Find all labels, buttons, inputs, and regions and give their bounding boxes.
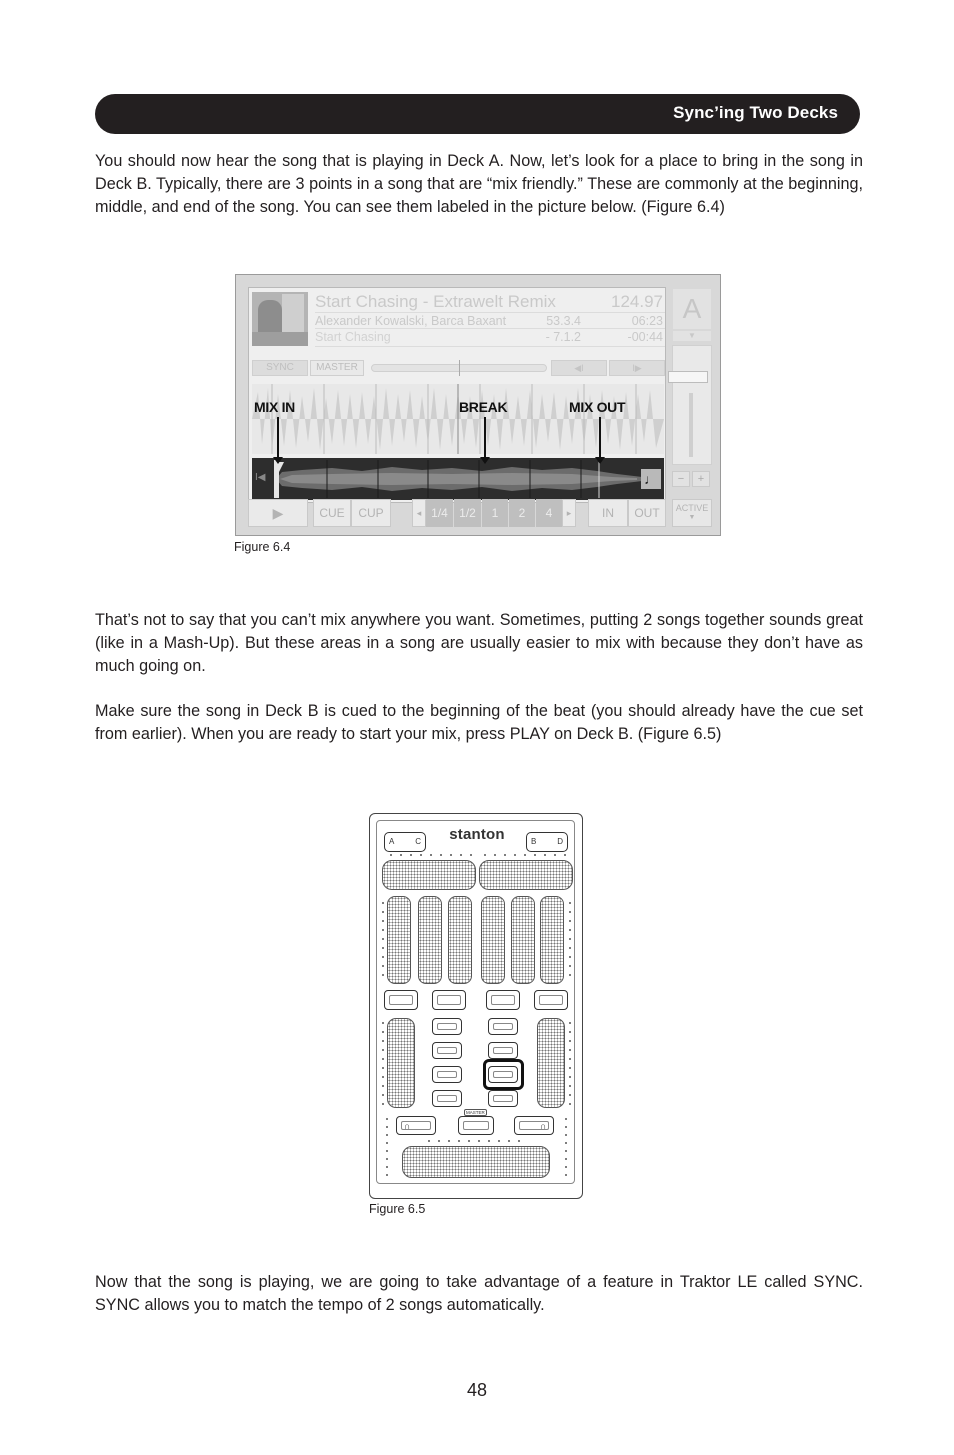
loop-size-quarter[interactable]: 1/4 [426, 499, 453, 527]
tick-dot [565, 1142, 567, 1144]
left-headphone-cue-button[interactable] [396, 1116, 436, 1135]
tick-dot [382, 1085, 384, 1087]
tick-dot [478, 1140, 480, 1142]
stanton-controller-figure [369, 813, 583, 1199]
play-button[interactable]: ▶ [248, 499, 308, 527]
label-break: BREAK [459, 399, 508, 415]
right-channel-fader[interactable] [537, 1018, 565, 1108]
tick-dot [498, 1140, 500, 1142]
active-button[interactable] [672, 499, 712, 527]
right-transport-button-2[interactable] [488, 1042, 518, 1059]
left-transport-button-3[interactable] [432, 1066, 462, 1083]
left-headphone-icon: ∩ [404, 1121, 411, 1131]
tick-dot [382, 1040, 384, 1042]
tick-dot [564, 854, 566, 856]
traktor-deck-figure [235, 274, 721, 536]
tick-dot [386, 1126, 388, 1128]
tick-dot [382, 929, 384, 931]
label-mix-out: MIX OUT [569, 399, 626, 415]
tick-dot [382, 1058, 384, 1060]
tick-dot [470, 854, 472, 856]
deck-c-label: C [415, 837, 421, 846]
tick-dot [382, 1076, 384, 1078]
figure-6-4-caption: Figure 6.4 [234, 540, 291, 554]
loop-size-1[interactable]: 1 [482, 499, 508, 527]
eq-slider-6[interactable] [540, 896, 564, 984]
tick-dot [569, 911, 571, 913]
active-label: ACTIVE [675, 503, 709, 513]
tick-dot [420, 854, 422, 856]
tick-dot [569, 1085, 571, 1087]
paragraph-mix-anywhere: That’s not to say that you can’t mix anywhere you want. Sometimes, putting 2 songs together sounds great (like in a Mash-Up). But these areas in a song are usually easier to mix with because they don’t have as much going on. [95, 611, 863, 675]
fx-button-2[interactable] [432, 990, 466, 1010]
right-headphone-cue-button[interactable] [514, 1116, 554, 1135]
loop-prev-button[interactable]: ◂ [412, 499, 426, 527]
tick-dot [382, 920, 384, 922]
right-headphone-icon: ∩ [540, 1121, 547, 1131]
tick-dot [524, 854, 526, 856]
tick-dot [386, 1118, 388, 1120]
tick-dot [569, 1067, 571, 1069]
tick-dot [569, 1058, 571, 1060]
tick-dot [428, 1140, 430, 1142]
section-header-bar [95, 94, 860, 134]
right-transport-button-1[interactable] [488, 1018, 518, 1035]
eq-slider-1[interactable] [387, 896, 411, 984]
tick-dot [460, 854, 462, 856]
tick-dot [382, 974, 384, 976]
deck-b-label: B [531, 837, 537, 846]
tick-dot [382, 902, 384, 904]
label-mix-in: MIX IN [254, 399, 295, 415]
right-touch-strip[interactable] [479, 860, 573, 890]
tick-dot [569, 947, 571, 949]
tick-dot [569, 1094, 571, 1096]
tick-dot [382, 911, 384, 913]
master-label: MASTER [466, 1110, 485, 1115]
tick-dot [386, 1166, 388, 1168]
tick-dot [554, 854, 556, 856]
figure-6-5-caption: Figure 6.5 [369, 1202, 426, 1216]
nudge-forward-button[interactable]: I▶ [609, 360, 665, 376]
tick-dot [569, 920, 571, 922]
tempo-minus-button[interactable]: − [672, 471, 690, 487]
deck-b-d-button[interactable] [526, 832, 568, 852]
section-title: Sync’ing Two Decks [673, 103, 838, 122]
arrow-mix-in [277, 417, 279, 458]
tick-dot [565, 1126, 567, 1128]
tick-dot [382, 1094, 384, 1096]
tick-dot [382, 938, 384, 940]
paragraph-intro: You should now hear the song that is playing in Deck A. Now, let’s look for a place to bring in the song in Deck B. Typically, there are 3 points in a song that are “mix friendly.” These are commonly at the beginning, middle, and end of the song. You can see them labeled in the picture below. (Figure 6.4) [95, 152, 863, 216]
tick-dot [458, 1140, 460, 1142]
overview-waveform-svg [252, 458, 664, 500]
tick-dot [569, 1076, 571, 1078]
album-cover [252, 292, 308, 346]
total-time: 06:23 [631, 314, 663, 328]
tick-dot [390, 854, 392, 856]
deck-dropdown-icon[interactable]: ▼ [673, 331, 711, 341]
tick-dot [569, 956, 571, 958]
loop-in-button[interactable]: IN [588, 499, 628, 527]
tick-dot [569, 974, 571, 976]
tick-dot [504, 854, 506, 856]
left-channel-fader[interactable] [387, 1018, 415, 1108]
tick-dot [569, 1022, 571, 1024]
tick-dot [400, 854, 402, 856]
tick-dot [488, 1140, 490, 1142]
paragraph-cue-play: Make sure the song in Deck B is cued to the beginning of the beat (you should already have the cue set from earlier). When you are ready to start your mix, press PLAY on Deck B. (Figure 6.5) [95, 702, 863, 743]
tick-dot [569, 938, 571, 940]
loop-out-button[interactable]: OUT [628, 499, 666, 527]
zoomed-waveform [252, 384, 664, 454]
tick-dot [386, 1134, 388, 1136]
deck-letter-a: A [673, 289, 711, 329]
tick-dot [518, 1140, 520, 1142]
tick-dot [440, 854, 442, 856]
fx-button-3[interactable] [486, 990, 520, 1010]
tick-dot [569, 902, 571, 904]
crossfader[interactable] [402, 1146, 550, 1178]
deck-d-label: D [557, 837, 563, 846]
tempo-plus-button[interactable]: + [692, 471, 710, 487]
tick-dot [386, 1174, 388, 1176]
left-transport-button-2[interactable] [432, 1042, 462, 1059]
stanton-logo: stanton [449, 826, 505, 843]
loop-size-half[interactable]: 1/2 [454, 499, 481, 527]
master-button[interactable]: MASTER [310, 360, 364, 376]
cup-button[interactable]: CUP [351, 499, 391, 527]
left-transport-button-1[interactable] [432, 1018, 462, 1035]
play-button-highlight [483, 1059, 524, 1090]
jump-to-start-icon[interactable]: I◀ [255, 472, 266, 483]
tick-dot [386, 1150, 388, 1152]
tick-dot [569, 965, 571, 967]
tick-dot [382, 947, 384, 949]
track-bpm: 124.97 [611, 292, 663, 311]
fx-button-1[interactable] [384, 990, 418, 1010]
tick-dot [468, 1140, 470, 1142]
sync-button[interactable]: SYNC [252, 360, 308, 376]
arrow-break [484, 417, 486, 458]
volume-fader-knob[interactable] [668, 371, 708, 383]
eq-slider-5[interactable] [511, 896, 535, 984]
time-remaining: -00:44 [627, 330, 663, 344]
tick-dot [382, 1031, 384, 1033]
eq-slider-4[interactable] [481, 896, 505, 984]
tick-dot [514, 854, 516, 856]
tick-dot [565, 1118, 567, 1120]
tick-dot [382, 965, 384, 967]
tick-dot [382, 1067, 384, 1069]
tick-dot [569, 929, 571, 931]
tick-dot [386, 1142, 388, 1144]
track-title: Start Chasing - Extrawelt Remix [315, 292, 556, 311]
tick-dot [410, 854, 412, 856]
tick-dot [382, 1022, 384, 1024]
track-name: Start Chasing [315, 330, 391, 344]
tick-dot [484, 854, 486, 856]
tick-dot [569, 1049, 571, 1051]
master-cue-button[interactable] [458, 1116, 494, 1135]
deck-display [248, 287, 666, 503]
tick-dot [569, 1040, 571, 1042]
deck-a-label: A [389, 837, 395, 846]
tick-dot [382, 1049, 384, 1051]
paragraph-sync: Now that the song is playing, we are going to take advantage of a feature in Traktor LE called SYNC. SYNC allows you to match the tempo of 2 songs automatically. [95, 1273, 863, 1314]
track-artist: Alexander Kowalski, Barca Baxant [315, 314, 507, 328]
beat-position: 53.3.4 [546, 314, 581, 328]
tick-dot [569, 1031, 571, 1033]
cue-button[interactable]: CUE [313, 499, 351, 527]
tick-dot [565, 1166, 567, 1168]
tick-dot [450, 854, 452, 856]
loop-size-2[interactable]: 2 [509, 499, 535, 527]
active-arrow-icon: ▼ [688, 514, 696, 521]
left-transport-button-4[interactable] [432, 1090, 462, 1107]
left-touch-strip[interactable] [382, 860, 476, 890]
tick-dot [569, 1103, 571, 1105]
eq-slider-2[interactable] [418, 896, 442, 984]
music-note-icon[interactable]: ♩ [641, 469, 661, 489]
tick-dot [448, 1140, 450, 1142]
loop-size-4[interactable]: 4 [536, 499, 562, 527]
nudge-back-button[interactable]: ◀I [551, 360, 607, 376]
tick-dot [382, 1103, 384, 1105]
tick-dot [565, 1150, 567, 1152]
loop-next-button[interactable]: ▸ [562, 499, 576, 527]
beat-remaining: - 7.1.2 [545, 330, 581, 344]
tick-dot [544, 854, 546, 856]
track-overview-strip[interactable] [252, 458, 664, 500]
tick-dot [386, 1158, 388, 1160]
tick-dot [565, 1134, 567, 1136]
right-transport-button-4[interactable] [488, 1090, 518, 1107]
fx-button-4[interactable] [534, 990, 568, 1010]
tick-dot [534, 854, 536, 856]
tick-dot [438, 1140, 440, 1142]
tick-dot [565, 1174, 567, 1176]
deck-a-c-button[interactable] [384, 832, 426, 852]
page-number: 48 [466, 1380, 488, 1400]
eq-slider-3[interactable] [448, 896, 472, 984]
tick-dot [565, 1158, 567, 1160]
tick-dot [508, 1140, 510, 1142]
zoomed-waveform-svg [252, 384, 664, 454]
tick-dot [430, 854, 432, 856]
tick-dot [494, 854, 496, 856]
arrow-mix-out [599, 417, 601, 458]
tick-dot [382, 956, 384, 958]
